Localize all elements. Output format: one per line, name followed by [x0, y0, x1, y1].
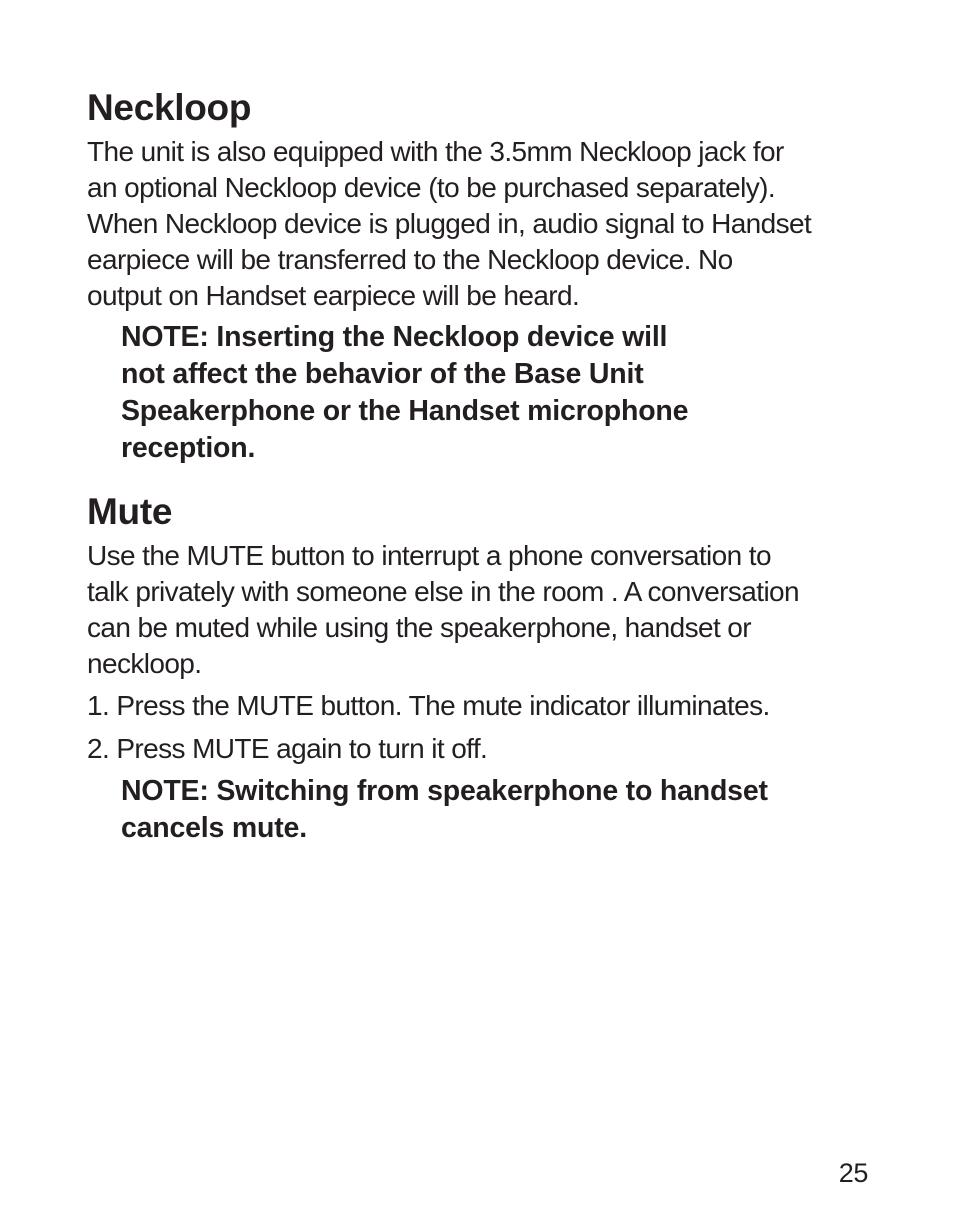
text-line: can be muted while using the speakerphone, handset or	[87, 612, 752, 643]
neckloop-section	[87, 84, 877, 467]
list-item: 1. Press the MUTE button. The mute indicator illuminates.	[87, 690, 770, 721]
mute-section	[87, 488, 877, 847]
text-line: talk privately with someone else in the room . A conversation	[87, 576, 800, 607]
text-line: earpiece will be transferred to the Neckloop device. No	[87, 244, 733, 275]
section-heading: Mute	[87, 491, 173, 532]
note-line: not affect the behavior of the Base Unit	[121, 358, 644, 390]
steps-list	[87, 688, 877, 767]
note-line: NOTE: Inserting the Neckloop device will	[121, 321, 668, 353]
document-page	[87, 80, 877, 847]
note	[121, 773, 877, 847]
paragraph	[87, 134, 877, 314]
text-line: Use the MUTE button to interrupt a phone conversation to	[87, 540, 771, 571]
text-line: When Neckloop device is plugged in, audio signal to Handset	[87, 208, 812, 239]
paragraph	[87, 538, 877, 682]
text-line: output on Handset earpiece will be heard.	[87, 280, 580, 311]
text-line: The unit is also equipped with the 3.5mm Neckloop jack for	[87, 136, 784, 167]
note-line: reception.	[121, 432, 256, 464]
page-number: 25	[838, 1158, 868, 1188]
list-item: 2. Press MUTE again to turn it off.	[87, 733, 488, 764]
note-line: Speakerphone or the Handset microphone	[121, 395, 689, 427]
note-line: cancels mute.	[121, 812, 307, 844]
text-line: neckloop.	[87, 648, 202, 679]
note-line: NOTE: Switching from speakerphone to handset	[121, 775, 768, 807]
section-heading: Neckloop	[87, 87, 252, 128]
note	[121, 319, 877, 467]
text-line: an optional Neckloop device (to be purchased separately).	[87, 172, 776, 203]
